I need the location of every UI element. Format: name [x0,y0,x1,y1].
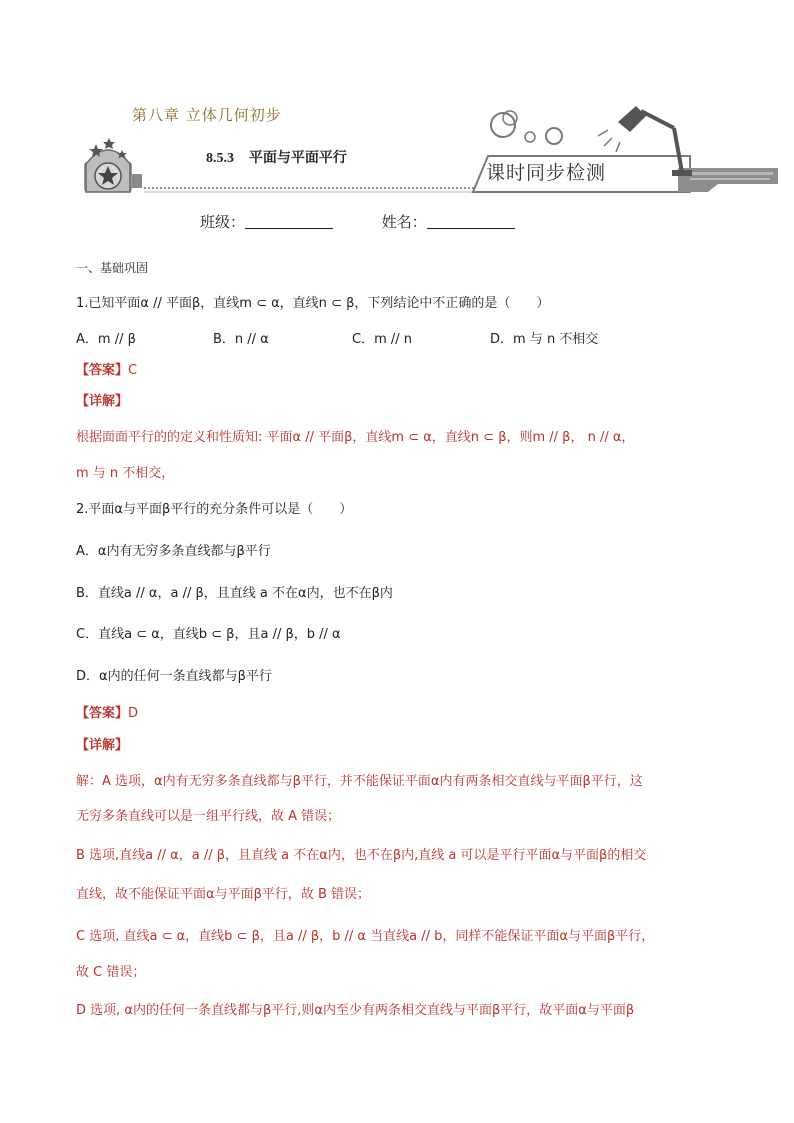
star-ornament-icon [84,138,142,192]
bubbles-icon [491,111,562,144]
q2-detail-line: 故 C 错误； [76,965,146,980]
q1-stem: 1.已知平面α // 平面β，直线m ⊂ α，直线n ⊂ β，下列结论中不正确的是（ ） [76,296,550,311]
q1-detail-tag: 【详解】 [76,394,129,409]
q2-stem: 2.平面α与平面β平行的充分条件可以是（ ） [76,502,353,517]
class-label: 班级： [200,213,246,231]
q2-choice-c[interactable]: C．直线a ⊂ α，直线b ⊂ β，且a // β，b // α [76,627,341,642]
q1-detail-line: m 与 n 不相交， [76,466,175,481]
student-info-row [200,211,559,232]
section-title [206,147,347,167]
q1-answer [76,361,137,381]
section-name: 平面与平面平行 [248,150,347,166]
q2-detail-line: B 选项,直线a // α，a // β，且直线 a 不在α内，也不在β内,直线 a 可以是平行平面α与平面β的相交 [76,848,647,863]
q1-answer-value: C [128,363,138,378]
q1-choice-d[interactable]: D．m 与 n 不相交 [490,332,599,347]
q2-answer-tag: 【答案】 [76,706,129,721]
q2-choice-a[interactable]: A．α内有无穷多条直线都与β平行 [76,544,271,559]
q2-detail-line: 无穷多条直线可以是一组平行线，故 A 错误； [76,809,341,824]
q2-detail-line: C 选项, 直线a ⊂ α，直线b ⊂ β，且a // β，b // α 当直线a // b，同样不能保证平面α与平面β平行， [76,929,655,944]
q2-answer-value: D [128,706,139,721]
section-number: 8.5.3 [206,151,234,166]
q2-choice-b[interactable]: B．直线a // α，a // β，且直线 a 不在α内，也不在β内 [76,586,393,601]
q1-choices [76,330,716,350]
name-label: 姓名： [381,213,427,231]
q2-detail-line: 解：A 选项，α内有无穷多条直线都与β平行，并不能保证平面α内有两条相交直线与平面β平行，这 [76,774,643,789]
q1-choice-a[interactable]: A．m // β [76,332,136,347]
chapter-title: 第八章 立体几何初步 [132,106,282,124]
q2-detail-line: D 选项, α内的任何一条直线都与β平行,则α内至少有两条相交直线与平面β平行，故平面α与平面β [76,1003,635,1018]
q2-detail-line: 直线，故不能保证平面α与平面β平行，故 B 错误； [76,887,371,902]
q2-answer [76,704,138,724]
q1-answer-tag: 【答案】 [76,363,129,378]
q1-choice-c[interactable]: C．m // n [352,332,413,347]
q1-choice-b[interactable]: B．n // α [213,332,269,347]
name-blank[interactable] [427,216,515,229]
q1-detail-line: 根据面面平行的的定义和性质知: 平面α // 平面β，直线m ⊂ α，直线n ⊂ β，则m // β， n // α， [76,430,635,445]
part-title: 一、基础巩固 [76,261,149,275]
q2-choice-d[interactable]: D．α内的任何一条直线都与β平行 [76,669,272,684]
badge-label: 课时同步检测 [486,162,607,184]
q2-detail-tag: 【详解】 [76,738,129,753]
class-blank[interactable] [245,216,333,229]
